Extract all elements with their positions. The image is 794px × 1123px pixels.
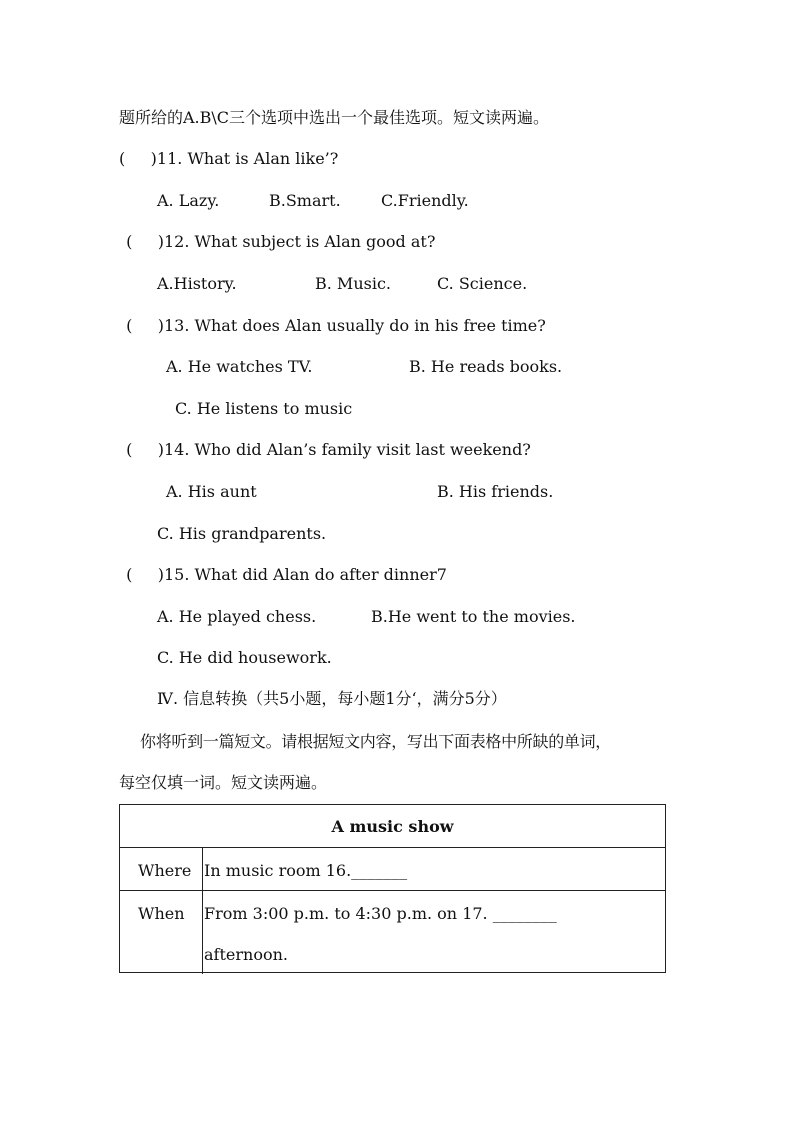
question-12-stem: ( )12. What subject is Alan good at? — [121, 232, 436, 251]
table-content-when: From 3:00 p.m. to 4:30 p.m. on 17. ________ — [204, 904, 557, 923]
question-11-option-c: C.Friendly. — [381, 191, 469, 210]
table-content-when-continued: afternoon. — [204, 945, 288, 964]
table-content-where: In music room 16._______ — [204, 861, 408, 880]
question-11-stem: ( )11. What is Alan like’? — [119, 149, 339, 168]
question-11-option-b: B.Smart. — [269, 191, 341, 210]
question-15-option-c: C. He did housework. — [157, 648, 332, 667]
question-12-option-c: C. Science. — [437, 274, 528, 293]
question-14-option-b: B. His friends. — [437, 482, 554, 501]
section-instruction-2: 每空仅填一词。短文读两遍。 — [119, 773, 328, 792]
table-column-divider — [202, 847, 203, 974]
question-13-stem: ( )13. What does Alan usually do in his free time? — [121, 316, 546, 335]
question-13-option-c: C. He listens to music — [175, 399, 353, 418]
table-label-where: Where — [138, 861, 192, 880]
question-14-stem: ( )14. Who did Alan’s family visit last weekend? — [121, 440, 531, 459]
table-title: A music show — [331, 817, 454, 836]
question-15-option-b: B.He went to the movies. — [371, 607, 576, 626]
question-15-stem: ( )15. What did Alan do after dinner7 — [121, 565, 447, 584]
question-12-option-a: A.History. — [157, 274, 237, 293]
section-instruction-1: 你将听到一篇短文。请根据短文内容，写出下面表格中所缺的单词， — [140, 732, 612, 751]
instruction-line: 题所给的A.B\C三个选项中选出一个最佳选项。短文读两遍。 — [119, 108, 550, 127]
question-15-option-a: A. He played chess. — [157, 607, 317, 626]
question-13-option-b: B. He reads books. — [409, 357, 563, 376]
question-13-option-a: A. He watches TV. — [166, 357, 313, 376]
question-11-option-a: A. Lazy. — [157, 191, 220, 210]
question-14-option-c: C. His grandparents. — [157, 524, 327, 543]
question-14-option-a: A. His aunt — [166, 482, 257, 501]
music-show-table — [119, 804, 666, 973]
question-12-option-b: B. Music. — [315, 274, 391, 293]
section-heading: Ⅳ. 信息转换（共5小题，每小题1分‘，满分5分） — [157, 689, 507, 708]
table-label-when: When — [138, 904, 185, 923]
